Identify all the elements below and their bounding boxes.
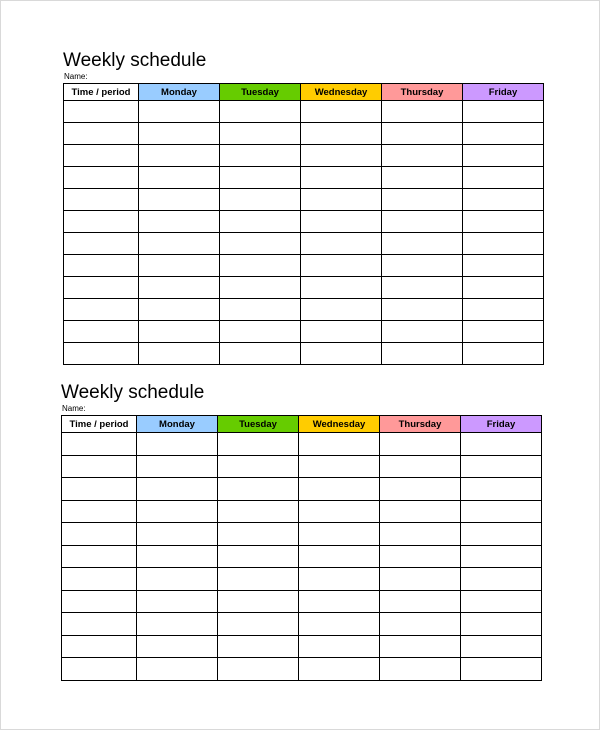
header-tuesday: Tuesday (220, 84, 301, 101)
schedule-cell[interactable] (461, 478, 542, 501)
schedule-cell[interactable] (463, 255, 544, 277)
schedule-cell[interactable] (382, 343, 463, 365)
schedule-cell[interactable] (220, 145, 301, 167)
schedule-cell[interactable] (301, 343, 382, 365)
schedule-cell[interactable] (382, 233, 463, 255)
schedule-cell[interactable] (139, 211, 220, 233)
schedule-cell[interactable] (463, 233, 544, 255)
table-row (64, 189, 544, 211)
schedule-cell[interactable] (137, 590, 218, 613)
time-cell[interactable] (64, 233, 139, 255)
schedule-cell[interactable] (139, 167, 220, 189)
schedule-cell[interactable] (380, 523, 461, 546)
time-cell[interactable] (62, 500, 137, 523)
schedule-cell[interactable] (299, 658, 380, 681)
schedule-cell[interactable] (220, 321, 301, 343)
table-row (62, 433, 542, 456)
schedule-cell[interactable] (139, 343, 220, 365)
schedule-cell[interactable] (299, 568, 380, 591)
schedule-cell[interactable] (137, 478, 218, 501)
schedule-cell[interactable] (461, 590, 542, 613)
weekly-schedule-1 (63, 50, 544, 365)
schedule-cell[interactable] (463, 145, 544, 167)
schedule-cell[interactable] (301, 299, 382, 321)
table-row (62, 545, 542, 568)
schedule-cell[interactable] (139, 189, 220, 211)
schedule-cell[interactable] (463, 167, 544, 189)
schedule-cell[interactable] (380, 478, 461, 501)
schedule-cell[interactable] (139, 321, 220, 343)
schedule-cell[interactable] (218, 545, 299, 568)
header-friday: Friday (461, 416, 542, 433)
schedule-cell[interactable] (382, 255, 463, 277)
schedule-cell[interactable] (299, 545, 380, 568)
schedule-cell[interactable] (380, 455, 461, 478)
time-cell[interactable] (62, 433, 137, 456)
schedule-cell[interactable] (220, 211, 301, 233)
time-cell[interactable] (62, 590, 137, 613)
schedule-cell[interactable] (301, 277, 382, 299)
schedule-cell[interactable] (139, 255, 220, 277)
header-row (64, 84, 544, 101)
schedule-cell[interactable] (218, 478, 299, 501)
schedule-cell[interactable] (463, 277, 544, 299)
schedule-cell[interactable] (380, 545, 461, 568)
schedule-cell[interactable] (299, 635, 380, 658)
time-cell[interactable] (62, 635, 137, 658)
header-tuesday: Tuesday (218, 416, 299, 433)
schedule-cell[interactable] (218, 500, 299, 523)
schedule-cell[interactable] (301, 145, 382, 167)
schedule-cell[interactable] (461, 523, 542, 546)
table-row (62, 455, 542, 478)
table-row (62, 568, 542, 591)
schedule-cell[interactable] (137, 433, 218, 456)
schedule-cell[interactable] (380, 658, 461, 681)
schedule-cell[interactable] (461, 500, 542, 523)
schedule-cell[interactable] (220, 255, 301, 277)
schedule-cell[interactable] (218, 455, 299, 478)
schedule-cell[interactable] (380, 613, 461, 636)
schedule-cell[interactable] (463, 101, 544, 123)
schedule-cell[interactable] (139, 233, 220, 255)
schedule-cell[interactable] (299, 433, 380, 456)
schedule-cell[interactable] (220, 343, 301, 365)
schedule-cell[interactable] (139, 101, 220, 123)
schedule-table (63, 83, 544, 365)
time-cell[interactable] (62, 568, 137, 591)
schedule-cell[interactable] (218, 523, 299, 546)
schedule-cell[interactable] (299, 455, 380, 478)
schedule-cell[interactable] (301, 211, 382, 233)
time-cell[interactable] (64, 343, 139, 365)
schedule-cell[interactable] (220, 167, 301, 189)
table-row (62, 478, 542, 501)
schedule-cell[interactable] (220, 189, 301, 211)
table-row (64, 123, 544, 145)
name-label: Name: (64, 72, 88, 81)
schedule-cell[interactable] (382, 189, 463, 211)
schedule-cell[interactable] (137, 500, 218, 523)
schedule-cell[interactable] (382, 167, 463, 189)
schedule-cell[interactable] (382, 299, 463, 321)
schedule-cell[interactable] (299, 523, 380, 546)
schedule-table (61, 415, 542, 681)
time-cell[interactable] (62, 613, 137, 636)
schedule-cell[interactable] (461, 613, 542, 636)
time-cell[interactable] (62, 545, 137, 568)
schedule-cell[interactable] (301, 321, 382, 343)
schedule-cell[interactable] (139, 299, 220, 321)
schedule-cell[interactable] (461, 635, 542, 658)
header-row (62, 416, 542, 433)
table-row (62, 500, 542, 523)
schedule-title: Weekly schedule (63, 50, 207, 71)
time-cell[interactable] (62, 478, 137, 501)
schedule-cell[interactable] (461, 658, 542, 681)
table-row (64, 167, 544, 189)
schedule-cell[interactable] (382, 101, 463, 123)
schedule-cell[interactable] (380, 500, 461, 523)
schedule-cell[interactable] (382, 211, 463, 233)
time-cell[interactable] (62, 658, 137, 681)
schedule-cell[interactable] (137, 658, 218, 681)
table-row (64, 101, 544, 123)
schedule-cell[interactable] (218, 635, 299, 658)
schedule-cell[interactable] (301, 233, 382, 255)
time-cell[interactable] (64, 299, 139, 321)
schedule-cell[interactable] (218, 590, 299, 613)
schedule-cell[interactable] (139, 277, 220, 299)
header-wednesday: Wednesday (299, 416, 380, 433)
schedule-cell[interactable] (301, 123, 382, 145)
schedule-cell[interactable] (301, 167, 382, 189)
schedule-cell[interactable] (461, 455, 542, 478)
schedule-cell[interactable] (137, 568, 218, 591)
schedule-cell[interactable] (382, 145, 463, 167)
time-cell[interactable] (64, 123, 139, 145)
table-row (62, 658, 542, 681)
schedule-cell[interactable] (461, 545, 542, 568)
schedule-cell[interactable] (463, 343, 544, 365)
header-monday: Monday (137, 416, 218, 433)
time-cell[interactable] (62, 523, 137, 546)
header-thursday: Thursday (382, 84, 463, 101)
schedule-cell[interactable] (463, 321, 544, 343)
schedule-cell[interactable] (218, 613, 299, 636)
schedule-cell[interactable] (382, 321, 463, 343)
schedule-body (64, 101, 544, 365)
schedule-cell[interactable] (137, 635, 218, 658)
schedule-cell[interactable] (299, 613, 380, 636)
schedule-body (62, 433, 542, 681)
schedule-cell[interactable] (137, 545, 218, 568)
schedule-cell[interactable] (137, 455, 218, 478)
schedule-cell[interactable] (463, 211, 544, 233)
schedule-cell[interactable] (220, 299, 301, 321)
table-row (64, 233, 544, 255)
schedule-cell[interactable] (301, 255, 382, 277)
schedule-cell[interactable] (463, 299, 544, 321)
header-friday: Friday (463, 84, 544, 101)
table-row (64, 255, 544, 277)
schedule-cell[interactable] (301, 189, 382, 211)
header-wednesday: Wednesday (301, 84, 382, 101)
time-cell[interactable] (64, 211, 139, 233)
schedule-cell[interactable] (218, 658, 299, 681)
schedule-cell[interactable] (139, 145, 220, 167)
schedule-cell[interactable] (218, 568, 299, 591)
schedule-cell[interactable] (463, 189, 544, 211)
schedule-cell[interactable] (380, 635, 461, 658)
table-row (62, 523, 542, 546)
time-cell[interactable] (64, 145, 139, 167)
schedule-cell[interactable] (382, 277, 463, 299)
table-row (64, 343, 544, 365)
schedule-cell[interactable] (137, 523, 218, 546)
schedule-title: Weekly schedule (61, 382, 205, 403)
header-monday: Monday (139, 84, 220, 101)
time-cell[interactable] (64, 277, 139, 299)
time-cell[interactable] (64, 189, 139, 211)
time-cell[interactable] (62, 455, 137, 478)
weekly-schedule-2 (61, 382, 542, 681)
schedule-cell[interactable] (299, 500, 380, 523)
schedule-cell[interactable] (137, 613, 218, 636)
schedule-cell[interactable] (220, 277, 301, 299)
schedule-cell[interactable] (380, 568, 461, 591)
schedule-cell[interactable] (139, 123, 220, 145)
schedule-cell[interactable] (380, 590, 461, 613)
schedule-cell[interactable] (220, 101, 301, 123)
schedule-cell[interactable] (220, 123, 301, 145)
schedule-cell[interactable] (220, 233, 301, 255)
schedule-cell[interactable] (463, 123, 544, 145)
schedule-cell[interactable] (461, 433, 542, 456)
schedule-cell[interactable] (299, 478, 380, 501)
table-row (64, 145, 544, 167)
header-time-period: Time / period (64, 84, 139, 101)
table-row (62, 635, 542, 658)
schedule-cell[interactable] (299, 590, 380, 613)
time-cell[interactable] (64, 321, 139, 343)
table-row (64, 277, 544, 299)
name-label: Name: (62, 404, 86, 413)
schedule-cell[interactable] (218, 433, 299, 456)
table-row (64, 211, 544, 233)
time-cell[interactable] (64, 255, 139, 277)
header-thursday: Thursday (380, 416, 461, 433)
table-row (62, 590, 542, 613)
table-row (64, 299, 544, 321)
table-row (64, 321, 544, 343)
time-cell[interactable] (64, 101, 139, 123)
schedule-cell[interactable] (382, 123, 463, 145)
header-time-period: Time / period (62, 416, 137, 433)
schedule-cell[interactable] (380, 433, 461, 456)
schedule-cell[interactable] (461, 568, 542, 591)
table-row (62, 613, 542, 636)
time-cell[interactable] (64, 167, 139, 189)
schedule-cell[interactable] (301, 101, 382, 123)
